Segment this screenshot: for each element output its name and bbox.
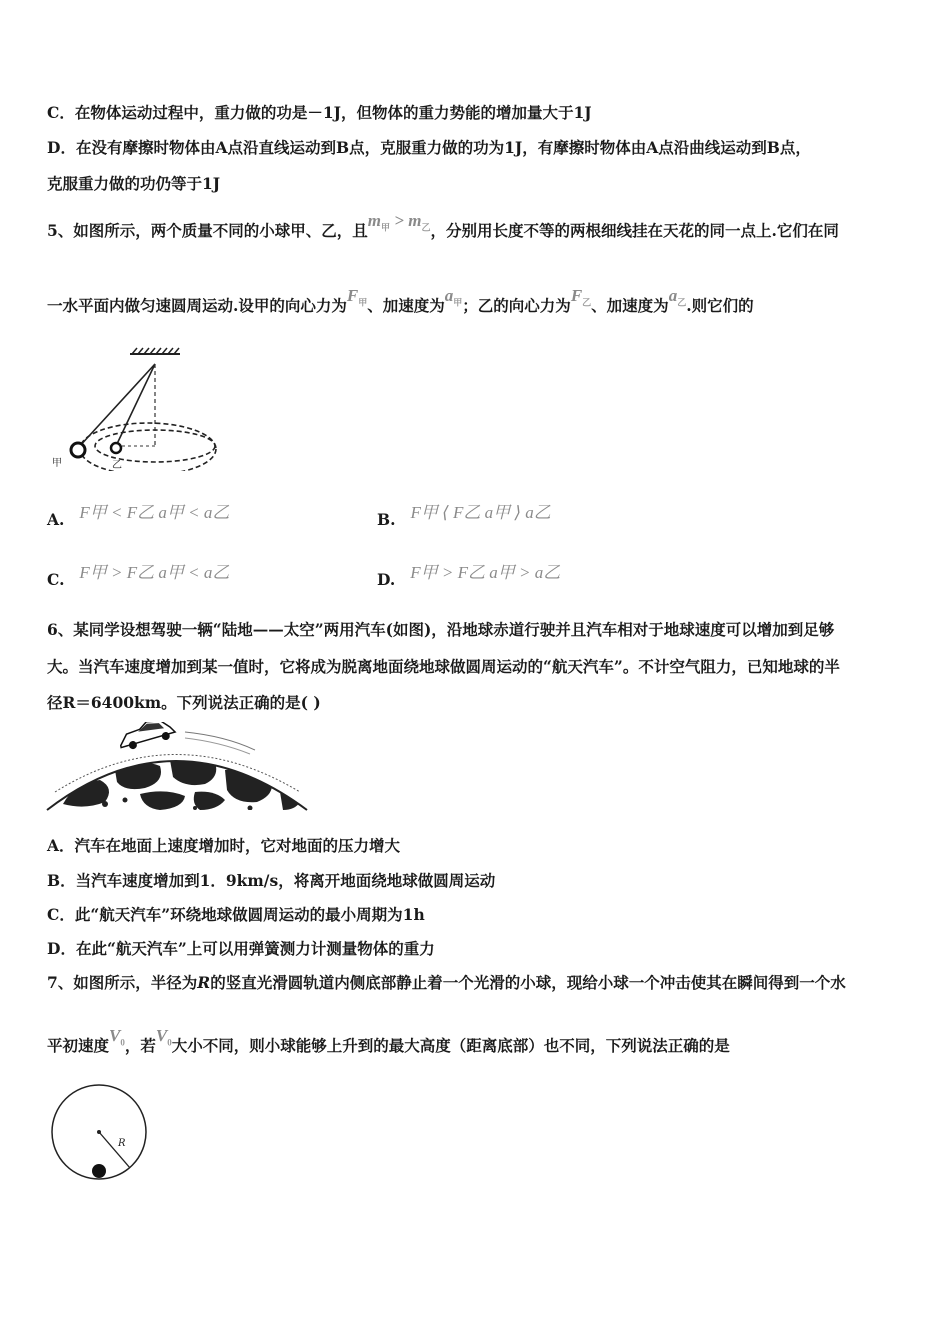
q5-option-a: A. F甲 < F乙 a甲 < a乙 <box>47 503 230 529</box>
q5-stem-line1: 5、如图所示，两个质量不同的小球甲、乙，且$m_甲 > m_乙$，分别用长度不等的两根细线挂在天花的同一点上.它们在同 <box>47 211 839 240</box>
q5-stem-line2: 一水平面内做匀速圆周运动.设甲的向心力为$F_甲$、加速度为$a_甲$；乙的向心力为$F_乙$、加速度为$a_乙$.则它们的 <box>47 286 754 315</box>
earth-car-figure <box>45 722 310 812</box>
radius-symbol: R <box>197 973 211 992</box>
q7-stem-line1: 7、如图所示，半径为R的竖直光滑圆轨道内侧底部静止着一个光滑的小球，现给小球一个冲击使其在瞬间得到一个水 <box>47 973 846 992</box>
velocity-v0-symbol: $V_0$ <box>109 1026 125 1048</box>
velocity-v0-symbol-2: $V_0$ <box>155 1026 172 1048</box>
q4-option-c: C．在物体运动过程中，重力做的功是－1J，但物体的重力势能的增加量大于1J <box>47 103 592 122</box>
label-yi: 乙 <box>112 460 122 471</box>
label-jia: 甲 <box>52 458 62 469</box>
mass-inequality-formula: $m_甲 > m_乙$ <box>367 211 431 233</box>
radius-label: R <box>118 1138 126 1149</box>
q5-option-a-formula: F甲 < F乙 a甲 < a乙 <box>79 503 230 522</box>
force-jia-symbol: $F_甲$ <box>346 286 368 308</box>
force-yi-symbol: $F_乙$ <box>570 286 592 308</box>
q6-stem-line1: 6、某同学设想驾驶一辆“陆地——太空”两用汽车(如图)，沿地球赤道行驶并且汽车相对于地球速度可以增加到足够 <box>47 620 835 639</box>
q5-option-d: D. F甲 > F乙 a甲 > a乙 <box>377 563 561 589</box>
q6-option-a: A．汽车在地面上速度增加时，它对地面的压力增大 <box>47 836 401 855</box>
q6-option-b: B．当汽车速度增加到1．9km/s，将离开地面绕地球做圆周运动 <box>47 871 496 890</box>
q6-option-c: C．此“航天汽车”环绕地球做圆周运动的最小周期为1h <box>47 905 425 924</box>
circular-track-figure <box>48 1084 152 1184</box>
q6-stem-line3: 径R＝6400km。下列说法正确的是( ) <box>47 693 321 712</box>
q6-stem-line2: 大。当汽车速度增加到某一值时，它将成为脱离地面绕地球做圆周运动的“航天汽车”。不计空气阻力，已知地球的半 <box>47 657 840 676</box>
q5-option-c: C. F甲 > F乙 a甲 < a乙 <box>47 563 230 589</box>
accel-yi-symbol: $a_乙$ <box>668 286 687 308</box>
q6-option-d: D．在此“航天汽车”上可以用弹簧测力计测量物体的重力 <box>47 939 435 958</box>
q5-option-c-formula: F甲 > F乙 a甲 < a乙 <box>79 563 230 582</box>
q4-option-d-line1: D．在没有摩擦时物体由A点沿直线运动到B点，克服重力做的功为1J，有摩擦时物体由A点沿曲线运动到B点， <box>47 138 811 157</box>
q5-option-b-formula: F甲 ⟨ F乙 a甲 ⟩ a乙 <box>410 503 551 522</box>
q7-stem-line2: 平初速度$V_0$，若$V_0$大小不同，则小球能够上升到的最大高度（距离底部）也不同，下列说法正确的是 <box>47 1026 730 1055</box>
accel-jia-symbol: $a_甲$ <box>444 286 463 308</box>
q4-option-d-line2: 克服重力做的功仍等于1J <box>47 174 221 193</box>
conical-pendulum-figure <box>50 346 225 471</box>
q5-option-d-formula: F甲 > F乙 a甲 > a乙 <box>410 563 561 582</box>
q5-option-b: B. F甲 ⟨ F乙 a甲 ⟩ a乙 <box>377 503 551 529</box>
